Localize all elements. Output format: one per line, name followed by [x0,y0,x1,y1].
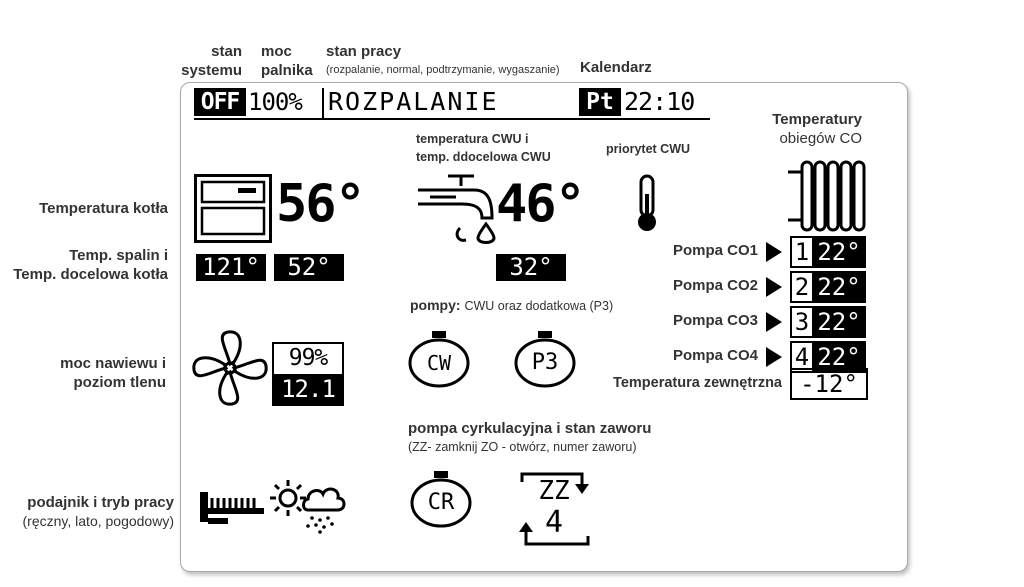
separator [322,88,324,118]
thermometer-icon [632,174,662,234]
play-icon [766,312,782,332]
co-circuit-number: 1 [790,236,814,268]
pump-cw-label: CW [426,351,452,375]
pump-cr [410,470,472,528]
work-state: ROZPALANIE [328,87,499,116]
valve-state: ZZ [538,476,570,506]
pump-p3 [514,330,576,388]
radiator-icon [786,158,868,234]
label-boiler-temp: Temperatura kotła [39,200,168,217]
oxygen-level: 12.1 [274,374,342,404]
label-kalendarz: Kalendarz [580,59,652,76]
boiler-icon [194,174,274,244]
fan-icon [192,330,268,406]
co-circuit-number: 2 [790,271,814,303]
label-flue-temp: Temp. spalin i Temp. docelowa kotła [13,247,168,283]
calendar-day: Pt [579,88,621,116]
co-circuit-number: 3 [790,306,814,338]
cwu-temp: 46° [496,174,584,234]
co-circuit-temp: 22° [812,341,866,373]
play-icon [766,277,782,297]
label-stan-pracy: stan pracy (rozpalanie, normal, podtrzymanie, wygaszanie) [326,43,560,76]
valve [512,468,596,550]
co-pump-label: Pompa CO1 [672,242,758,259]
flue-temp: 121° [196,254,266,281]
pump-p3-label: P3 [531,350,559,375]
blower-box [272,342,344,406]
label-circulation: pompa cyrkulacyjna i stan zaworu (ZZ- zamknij ZO - otwórz, numer zaworu) [408,420,652,454]
status-bar [194,88,710,120]
list-item [600,234,868,268]
pump-cr-label: CR [427,490,455,515]
co-circuit-number: 4 [790,341,814,373]
label-blower: moc nawiewu i poziom tlenu [60,355,166,391]
label-feeder: podajnik i tryb pracy (ręczny, lato, pogodowy) [22,494,174,529]
co-circuit-temp: 22° [812,236,866,268]
valve-number: 4 [544,505,564,540]
co-pump-label: Pompa CO2 [672,277,758,294]
label-moc-palnika: moc palnika [261,43,313,79]
label-cwu-priority: priorytet CWU [606,142,691,156]
label-outdoor-temp: Temperatura zewnętrzna [613,375,782,391]
play-icon [766,242,782,262]
boiler-target-temp: 52° [274,254,344,281]
pump-cw [408,330,470,388]
sun-cloud-icon [268,476,352,534]
burner-power: 100% [248,88,302,116]
cwu-target-temp: 32° [496,254,566,281]
boiler-temp: 56° [276,174,364,234]
co-pump-label: Pompa CO3 [672,312,758,329]
clock: 22:10 [624,87,695,116]
outdoor-temp: -12° [790,368,868,400]
list-item [600,269,868,303]
blower-power: 99% [288,345,328,371]
label-pumps: pompy: CWU oraz dodatkowa (P3) [410,297,614,313]
co-circuit-temp: 22° [812,306,866,338]
list-item [600,304,868,338]
co-pump-label: Pompa CO4 [672,347,758,364]
system-state: OFF [194,88,246,116]
co-circuit-temp: 22° [812,271,866,303]
label-stan-systemu: stan systemu [181,43,242,79]
play-icon [766,347,782,367]
label-cwu-temp: temperatura CWU i temp. ddocelowa CWU [416,132,551,164]
feeder-icon [198,484,266,526]
label-co-temps: Temperatury obiegów CO [772,111,862,147]
tap-icon [416,170,496,250]
